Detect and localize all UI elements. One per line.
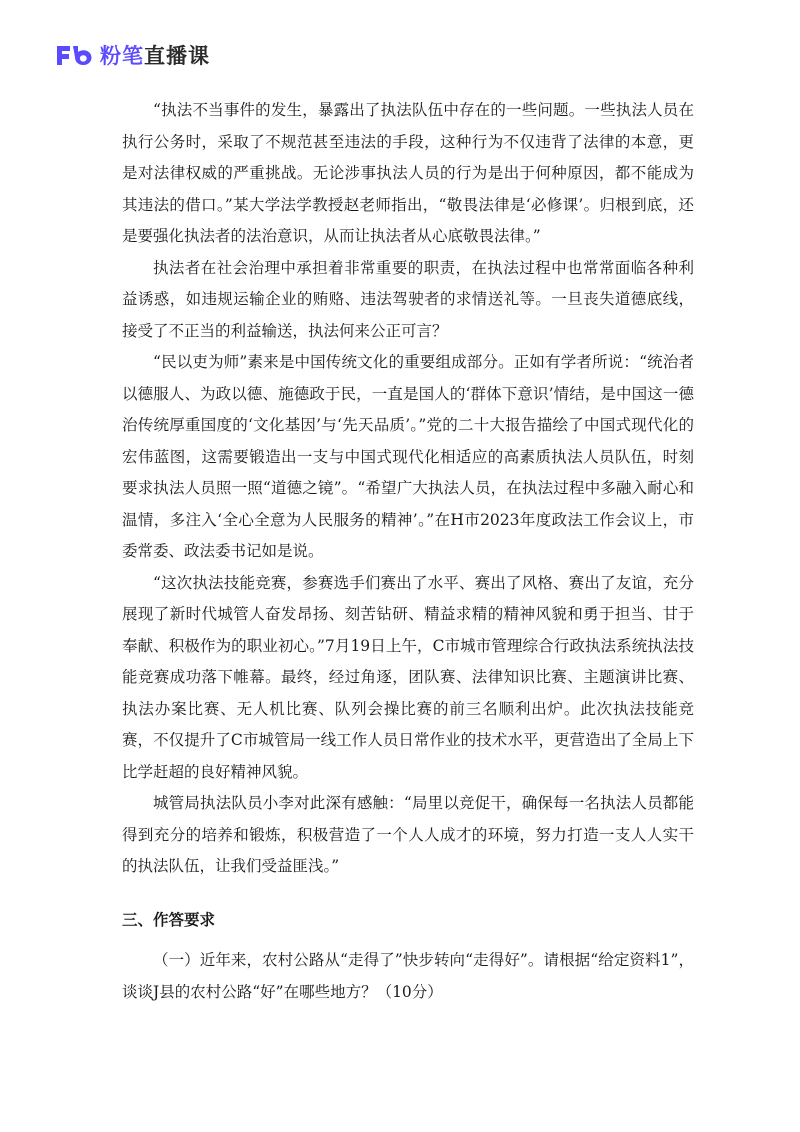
brand-name <box>100 40 210 70</box>
paragraph: 城管局执法队员小李对此深有感触：“局里以竞促干，确保每一名执法人员都能得到充分的培养和锻炼，积极营造了一个人人成才的环境，努力打造一支人人实干的执法队伍，让我们受益匪浅。” <box>122 794 694 875</box>
paragraph: “这次执法技能竞赛，参赛选手们赛出了水平、赛出了风格、赛出了友谊，充分展现了新时代城管人奋发昂扬、刻苦钻研、精益求精的精神风貌和勇于担当、甘于奉献、积极作为的职业初心。”7月19日上午，C市城市管理综合行政执法系统执法技能竞赛成功落下帷幕。最终，经过角逐，团队赛、法律知识比赛、主题演讲比赛、执法办案比赛、无人机比赛、队列会操比赛的前三名顺利出炉。此次执法技能竞赛，不仅提升了C市城管局一线工作人员日常作业的技术水平，更营造出了全局上下比学赶超的良好精神风貌。 <box>122 573 694 781</box>
paragraph: 执法者在社会治理中承担着非常重要的职责，在执法过程中也常常面临各种利益诱惑，如违规运输企业的贿赂、违法驾驶者的求情送礼等。一旦丧失道德底线，接受了不正当的利益输送，执法何来公正可言？ <box>122 258 694 340</box>
document-body <box>122 95 694 1008</box>
brand-accent-text: 粉笔 <box>100 44 144 68</box>
brand-logo <box>54 40 210 70</box>
paragraph: “民以吏为师”素来是中国传统文化的重要组成部分。正如有学者所说：“统治者以德服人、为政以德、施德政于民，一直是国人的‘群体下意识’情结，是中国这一德治传统厚重国度的‘文化基因’与‘先天品质’。”党的二十大报告描绘了中国式现代化的宏伟蓝图，这需要锻造出一支与中国式现代化相适应的高素质执法人员队伍，时刻要求执法人员照一照“道德之镜”。“希望广大执法人员，在执法过程中多融入耐心和温情，多注入‘全心全意为人民服务的精神’。”在H市2023年度政法工作会议上，市委常委、政法委书记如是说。 <box>122 353 694 560</box>
brand-rest-text: 直播课 <box>144 44 210 68</box>
section-heading: 三、作答要求 <box>122 910 216 929</box>
paragraph: “执法不当事件的发生，暴露出了执法队伍中存在的一些问题。一些执法人员在执行公务时，采取了不规范甚至违法的手段，这种行为不仅违背了法律的本意，更是对法律权威的严重挑战。无论涉事执法人员的行为是出于何种原因，都不能成为其违法的借口。”某大学法学教授赵老师指出，“敬畏法律是‘必修课’。归根到底，还是要强化执法者的法治意识，从而让执法者从心底敬畏法律。” <box>122 101 694 245</box>
fb-logo-icon <box>54 42 94 68</box>
question-text: （一）近年来，农村公路从“走得了”快步转向“走得好”。请根据“给定资料1”，谈谈J县的农村公路“好”在哪些地方？（10分） <box>122 951 694 1001</box>
